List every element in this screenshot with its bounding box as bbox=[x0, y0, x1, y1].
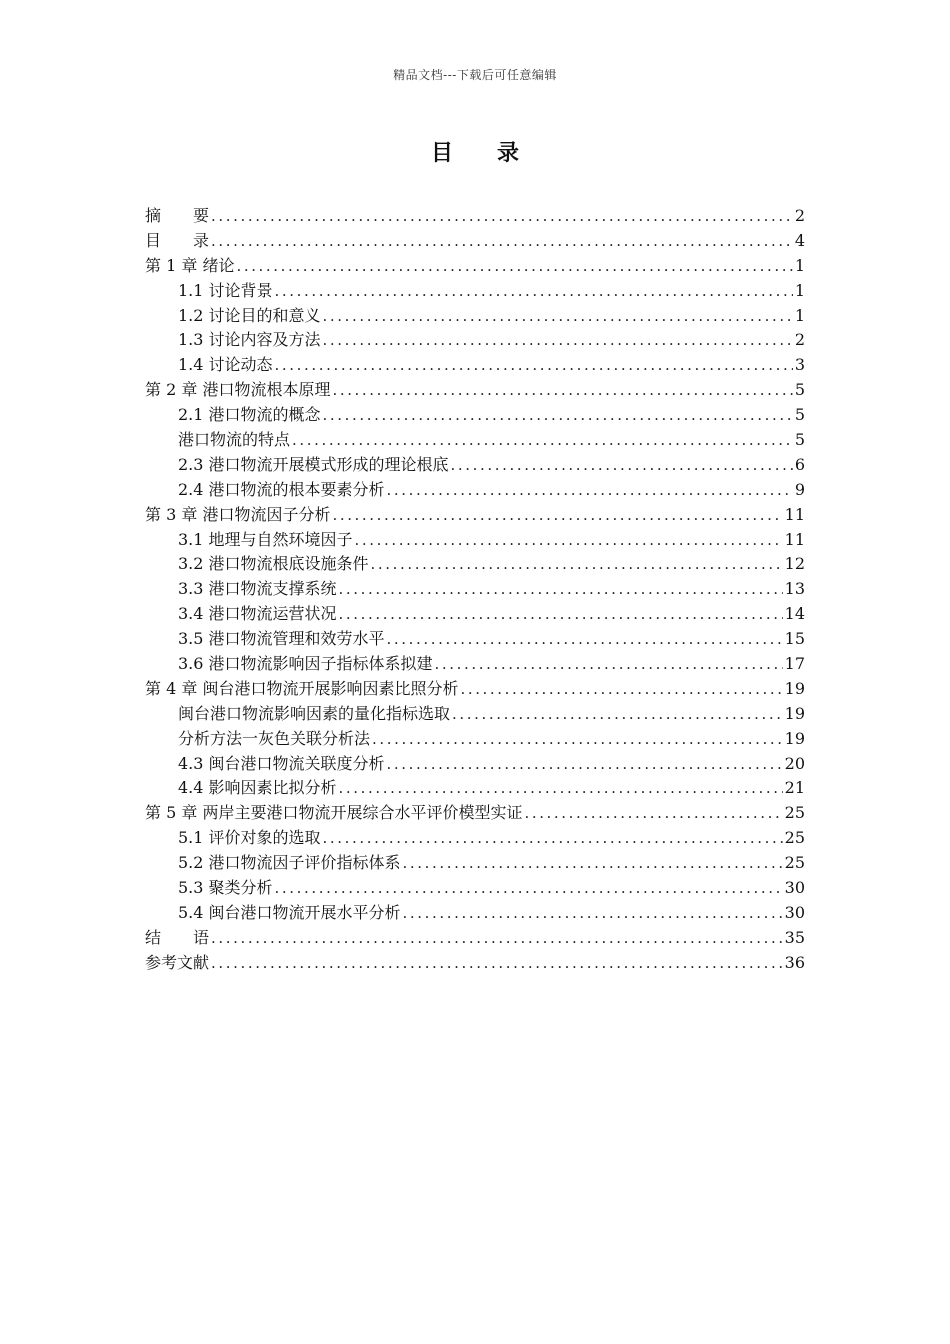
toc-entry-page: 21 bbox=[784, 778, 805, 798]
toc-entry-label: 3.6 港口物流影响因子指标体系拟建 bbox=[178, 654, 433, 674]
page-header: 精品文档---下载后可任意编辑 bbox=[393, 68, 557, 82]
toc-entry-page: 1 bbox=[794, 280, 805, 300]
toc-entry-page: 12 bbox=[784, 554, 805, 574]
toc-entry-page: 11 bbox=[784, 504, 805, 524]
toc-entry-page: 25 bbox=[784, 828, 805, 848]
toc-entry[interactable] bbox=[145, 652, 805, 677]
toc-entry-label: 5.3 聚类分析 bbox=[178, 878, 273, 898]
toc-entry-label: 2.3 港口物流开展模式形成的理论根底 bbox=[178, 454, 449, 474]
toc-entry[interactable] bbox=[145, 577, 805, 602]
toc-entry[interactable] bbox=[145, 204, 805, 229]
toc-entry-label: 4.3 闽台港口物流关联度分析 bbox=[178, 753, 385, 773]
toc-entry[interactable] bbox=[145, 752, 805, 777]
toc-entry[interactable] bbox=[145, 353, 805, 378]
toc-entry-page: 30 bbox=[784, 878, 805, 898]
toc-entry-label: 3.3 港口物流支撑系统 bbox=[178, 579, 337, 599]
toc-entry[interactable] bbox=[145, 428, 805, 453]
toc-entry-page: 5 bbox=[794, 380, 805, 400]
toc-entry-page: 1 bbox=[794, 305, 805, 325]
toc-leader-dots bbox=[372, 727, 783, 752]
toc-entry[interactable] bbox=[145, 229, 805, 254]
toc-entry-label: 3.1 地理与自然环境因子 bbox=[178, 529, 353, 549]
toc-entry-page: 3 bbox=[794, 355, 805, 375]
toc-leader-dots bbox=[211, 951, 783, 976]
toc-leader-dots bbox=[292, 428, 793, 453]
toc-entry-page: 20 bbox=[784, 753, 805, 773]
toc-entry-label: 3.4 港口物流运营状况 bbox=[178, 604, 337, 624]
toc-leader-dots bbox=[371, 552, 783, 577]
toc-entry[interactable] bbox=[145, 403, 805, 428]
toc-leader-dots bbox=[387, 627, 783, 652]
toc-entry-page: 19 bbox=[784, 728, 805, 748]
toc-leader-dots bbox=[524, 801, 782, 826]
toc-leader-dots bbox=[332, 378, 792, 403]
toc-entry[interactable] bbox=[145, 901, 805, 926]
toc-entry[interactable] bbox=[145, 503, 805, 528]
toc-entry-page: 5 bbox=[794, 430, 805, 450]
toc-entry[interactable] bbox=[145, 951, 805, 976]
page-title bbox=[0, 136, 950, 167]
toc-entry-label: 1.2 讨论目的和意义 bbox=[178, 305, 321, 325]
toc-entry[interactable] bbox=[145, 702, 805, 727]
toc-entry-label: 5.2 港口物流因子评价指标体系 bbox=[178, 853, 401, 873]
toc-leader-dots bbox=[435, 652, 783, 677]
toc-leader-dots bbox=[275, 876, 783, 901]
toc-entry-page: 35 bbox=[784, 927, 805, 947]
toc-entry-label: 第 4 章 闽台港口物流开展影响因素比照分析 bbox=[145, 678, 459, 698]
toc-entry[interactable] bbox=[145, 254, 805, 279]
toc-entry[interactable] bbox=[145, 478, 805, 503]
toc-entry[interactable] bbox=[145, 627, 805, 652]
toc-entry-page: 14 bbox=[784, 604, 805, 624]
toc-leader-dots bbox=[332, 503, 782, 528]
toc-entry-label: 结 语 bbox=[145, 927, 210, 947]
toc-entry[interactable] bbox=[145, 776, 805, 801]
toc-entry-label: 闽台港口物流影响因素的量化指标选取 bbox=[178, 703, 451, 723]
toc-leader-dots bbox=[275, 353, 793, 378]
toc-entry-page: 17 bbox=[784, 654, 805, 674]
toc-entry-label: 5.4 闽台港口物流开展水平分析 bbox=[178, 902, 401, 922]
toc-leader-dots bbox=[355, 528, 783, 553]
page-title-left: 目 bbox=[430, 140, 453, 166]
toc-leader-dots bbox=[452, 702, 783, 727]
toc-entry[interactable] bbox=[145, 727, 805, 752]
toc-entry[interactable] bbox=[145, 801, 805, 826]
toc-entry-label: 分析方法一灰色关联分析法 bbox=[178, 728, 371, 748]
toc-entry-page: 25 bbox=[784, 803, 805, 823]
toc-leader-dots bbox=[460, 677, 782, 702]
toc-entry-label: 1.3 讨论内容及方法 bbox=[178, 330, 321, 350]
toc-leader-dots bbox=[339, 602, 783, 627]
toc-leader-dots bbox=[323, 826, 783, 851]
toc-leader-dots bbox=[387, 478, 793, 503]
toc-leader-dots bbox=[323, 304, 793, 329]
toc-entry-page: 4 bbox=[794, 230, 805, 250]
toc-entry-page: 19 bbox=[784, 703, 805, 723]
toc-entry[interactable] bbox=[145, 453, 805, 478]
toc-entry-label: 4.4 影响因素比拟分析 bbox=[178, 778, 337, 798]
toc-entry-label: 2.1 港口物流的概念 bbox=[178, 405, 321, 425]
toc-leader-dots bbox=[451, 453, 793, 478]
toc-entry-page: 36 bbox=[784, 952, 805, 972]
toc-leader-dots bbox=[275, 279, 793, 304]
toc-entry-label: 摘 要 bbox=[145, 206, 210, 225]
toc-entry-label: 参考文献 bbox=[145, 952, 210, 972]
toc-entry[interactable] bbox=[145, 677, 805, 702]
toc-entry-page: 13 bbox=[784, 579, 805, 599]
toc-entry-label: 1.4 讨论动态 bbox=[178, 355, 273, 375]
toc-entry[interactable] bbox=[145, 328, 805, 353]
toc-entry-page: 9 bbox=[794, 479, 805, 499]
toc-entry-label: 第 5 章 两岸主要港口物流开展综合水平评价模型实证 bbox=[145, 803, 523, 823]
toc-entry[interactable] bbox=[145, 851, 805, 876]
toc-entry[interactable] bbox=[145, 528, 805, 553]
toc-entry-label: 第 3 章 港口物流因子分析 bbox=[145, 504, 331, 524]
toc-leader-dots bbox=[236, 254, 792, 279]
toc-leader-dots bbox=[339, 776, 783, 801]
toc-entry-page: 19 bbox=[784, 678, 805, 698]
toc-entry[interactable] bbox=[145, 552, 805, 577]
toc-leader-dots bbox=[211, 204, 793, 229]
toc-entry[interactable] bbox=[145, 826, 805, 851]
toc-leader-dots bbox=[403, 851, 783, 876]
toc-entry[interactable] bbox=[145, 602, 805, 627]
toc-entry-label: 港口物流的特点 bbox=[178, 430, 291, 450]
toc-entry-label: 5.1 评价对象的选取 bbox=[178, 828, 321, 848]
toc-leader-dots bbox=[323, 403, 793, 428]
toc-entry[interactable] bbox=[145, 876, 805, 901]
toc-entry-page: 2 bbox=[794, 206, 805, 225]
toc-leader-dots bbox=[211, 926, 783, 951]
toc-leader-dots bbox=[387, 752, 783, 777]
toc-entry-page: 5 bbox=[794, 405, 805, 425]
toc-entry-label: 3.2 港口物流根底设施条件 bbox=[178, 554, 369, 574]
toc-entry-page: 6 bbox=[794, 454, 805, 474]
toc-entry-page: 15 bbox=[784, 629, 805, 649]
toc-entry-page: 2 bbox=[794, 330, 805, 350]
page-title-right: 录 bbox=[497, 140, 520, 166]
toc-entry-label: 目 录 bbox=[145, 230, 210, 250]
toc-entry-page: 1 bbox=[794, 255, 805, 275]
toc-entry[interactable] bbox=[145, 926, 805, 951]
toc-entry-page: 25 bbox=[784, 853, 805, 873]
toc-entry-label: 第 2 章 港口物流根本原理 bbox=[145, 380, 331, 400]
toc-entry-label: 第 1 章 绪论 bbox=[145, 255, 235, 275]
toc-leader-dots bbox=[323, 328, 793, 353]
toc-entry-label: 2.4 港口物流的根本要素分析 bbox=[178, 479, 385, 499]
toc-entry-label: 3.5 港口物流管理和效劳水平 bbox=[178, 629, 385, 649]
toc-leader-dots bbox=[403, 901, 783, 926]
toc-entry[interactable] bbox=[145, 279, 805, 304]
toc-entry-label: 1.1 讨论背景 bbox=[178, 280, 273, 300]
toc-entry[interactable] bbox=[145, 304, 805, 329]
toc-entry-page: 30 bbox=[784, 902, 805, 922]
toc-leader-dots bbox=[339, 577, 783, 602]
toc-entry[interactable] bbox=[145, 378, 805, 403]
table-of-contents bbox=[145, 204, 805, 976]
toc-leader-dots bbox=[211, 229, 793, 254]
toc-entry-page: 11 bbox=[784, 529, 805, 549]
